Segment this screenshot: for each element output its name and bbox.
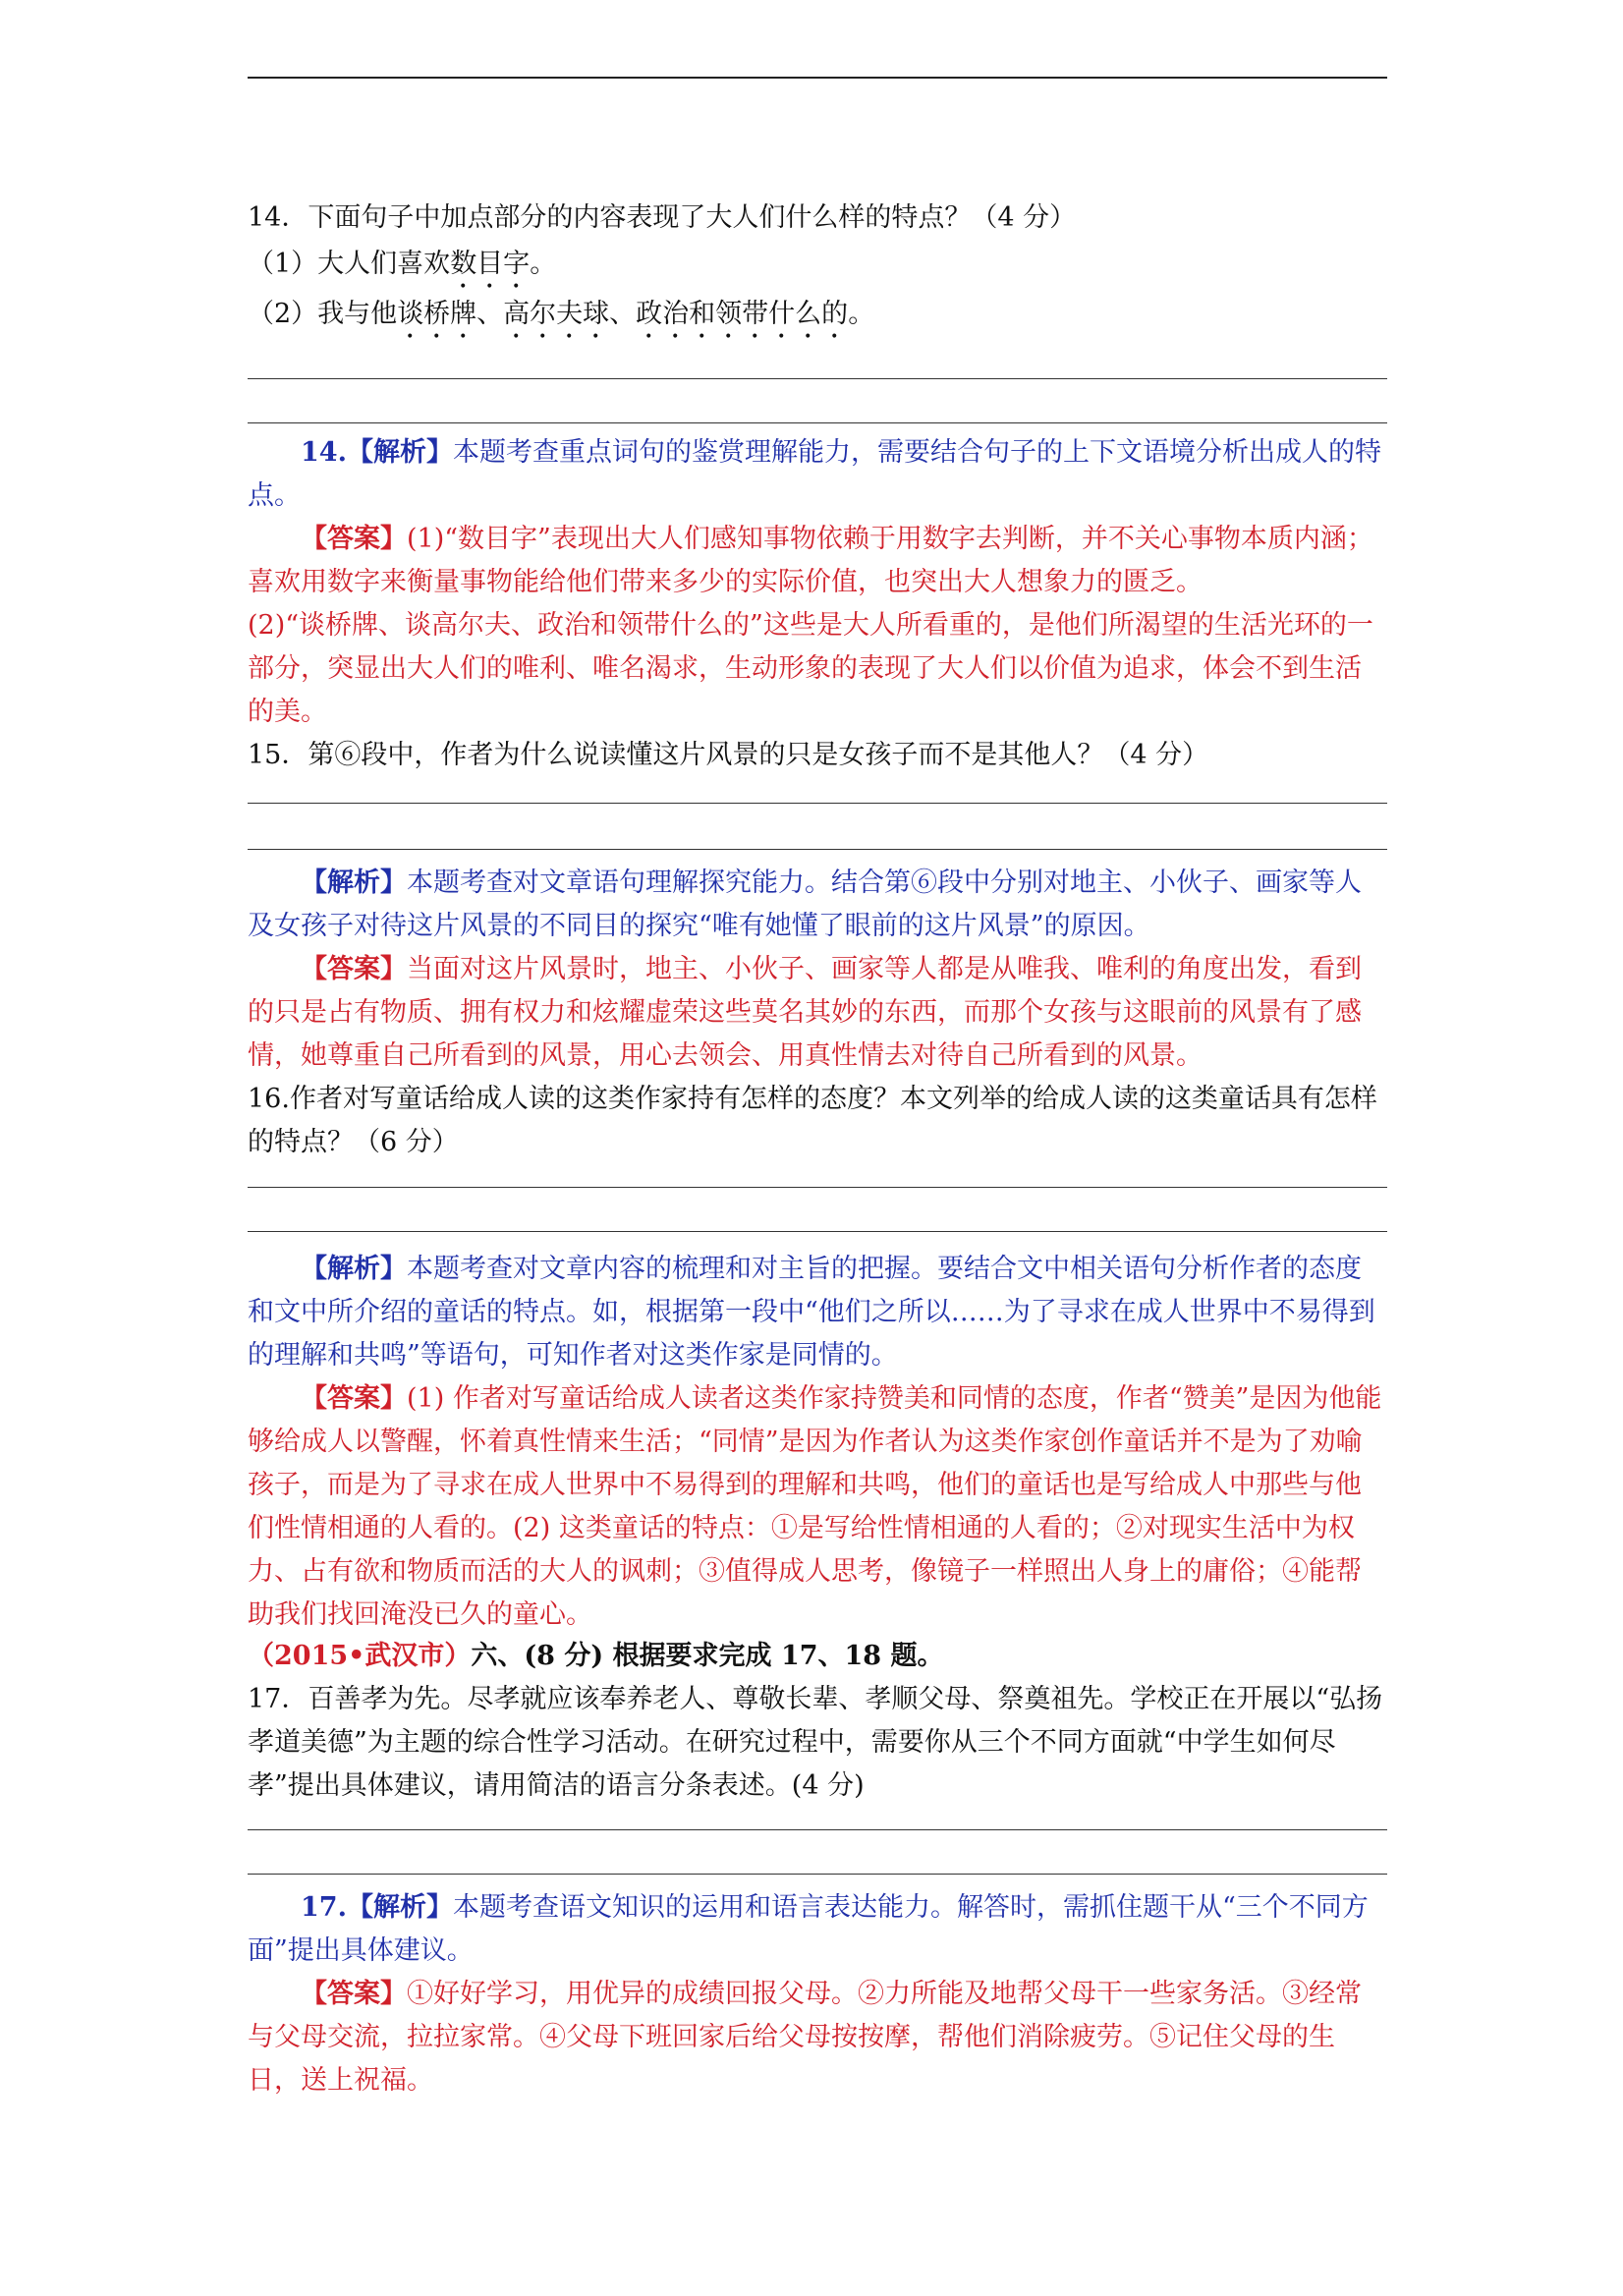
q17-stem: 17．百善孝为先。尽孝就应该奉养老人、尊敬长辈、孝顺父母、祭奠祖先。学校正在开展以“弘扬孝道美德”为主题的综合性学习活动。在研究过程中，需要你从三个不同方面就“中学生如何尽孝”提出具体建议，请用简洁的语言分条表述。(4 分) — [248, 1684, 1383, 1801]
q16-answer: 【答案】(1) 作者对写童话给成人读者这类作家持赞美和同情的态度，作者“赞美”是因为他能够给成人以警醒，怀着真性情来生活；“同情”是因为作者认为这类作家创作童话并不是为了劝喻孩子，而是为了寻求在成人世界中不易得到的理解和共鸣，他们的童话也是写给成人中那些与他们性情相通的人看的。(2) 这类童话的特点：①是写给性情相通的人看的；②对现实生活中为权力、占有欲和物质而活的大人的讽刺；③值得成人思考，像镜子一样照出人身上的庸俗；④能帮助我们找回淹没已久的童心。 — [248, 1383, 1382, 1630]
q14-answer: 【答案】(1)“数目字”表现出大人们感知事物依赖于用数字去判断，并不关心事物本质内涵；喜欢用数字来衡量事物能给他们带来多少的实际价值，也突出大人想象力的匮乏。 — [248, 524, 1373, 597]
answer-blank-line — [248, 1874, 1387, 1875]
q14-analysis: 14.【解析】本题考查重点词句的鉴赏理解能力，需要结合句子的上下文语境分析出成人的特点。 — [248, 437, 1381, 511]
answer-blank-line — [248, 1231, 1387, 1232]
q15-analysis: 【解析】本题考查对文章语句理解探究能力。结合第⑥段中分别对地主、小伙子、画家等人及女孩子对待这片风景的不同目的探究“唯有她懂了眼前的这片风景”的原因。 — [248, 868, 1362, 941]
q14-answer-2: (2)“谈桥牌、谈高尔夫、政治和领带什么的”这些是大人所看重的，是他们所渴望的生活光环的一部分，突显出大人们的唯利、唯名渴求，生动形象的表现了大人们以价值为追求，体会不到生活的美。 — [248, 610, 1373, 727]
q14-sentence-2: （2）我与他谈桥牌、高尔夫球、政治和领带什么的。 — [248, 299, 875, 329]
header-rule — [248, 77, 1387, 79]
section-heading: （2015•武汉市）六、(8 分) 根据要求完成 17、18 题。 — [248, 1641, 944, 1671]
answer-blank-line — [248, 849, 1387, 850]
q15-stem: 15．第⑥段中，作者为什么说读懂这片风景的只是女孩子而不是其他人？（4 分） — [248, 740, 1209, 770]
q17-answer: 【答案】①好好学习，用优异的成绩回报父母。②力所能及地帮父母干一些家务活。③经常与父母交流，拉拉家常。④父母下班回家后给父母按按摩，帮他们消除疲劳。⑤记住父母的生日，送上祝福。 — [248, 1979, 1362, 2096]
q17-analysis: 17.【解析】本题考查语文知识的运用和语言表达能力。解答时，需抓住题干从“三个不同方面”提出具体建议。 — [248, 1892, 1369, 1966]
answer-blank-line — [248, 1829, 1387, 1830]
q14-sentence-1: （1）大人们喜欢数目字。 — [248, 249, 557, 279]
q16-analysis: 【解析】本题考查对文章内容的梳理和对主旨的把握。要结合文中相关语句分析作者的态度和文中所介绍的童话的特点。如，根据第一段中“他们之所以……为了寻求在成人世界中不易得到的理解和共鸣”等语句，可知作者对这类作家是同情的。 — [248, 1254, 1375, 1371]
answer-blank-line — [248, 378, 1387, 379]
q14-dotted-1: 数目字 — [450, 249, 531, 279]
answer-blank-line — [248, 1187, 1387, 1188]
q16-stem: 16.作者对写童话给成人读的这类作家持有怎样的态度？本文列举的给成人读的这类童话具有怎样的特点？（6 分） — [248, 1084, 1377, 1157]
q14-stem: 14．下面句子中加点部分的内容表现了大人们什么样的特点？（4 分） — [248, 202, 1077, 233]
q14-dotted-2: 谈桥牌、高尔夫球、政治和领带什么的 — [397, 299, 849, 329]
answer-blank-line — [248, 803, 1387, 804]
answer-blank-line — [248, 422, 1387, 423]
q15-answer: 【答案】当面对这片风景时，地主、小伙子、画家等人都是从唯我、唯利的角度出发，看到的只是占有物质、拥有权力和炫耀虚荣这些莫名其妙的东西，而那个女孩与这眼前的风景有了感情，她尊重自己所看到的风景，用心去领会、用真性情去对待自己所看到的风景。 — [248, 954, 1362, 1071]
